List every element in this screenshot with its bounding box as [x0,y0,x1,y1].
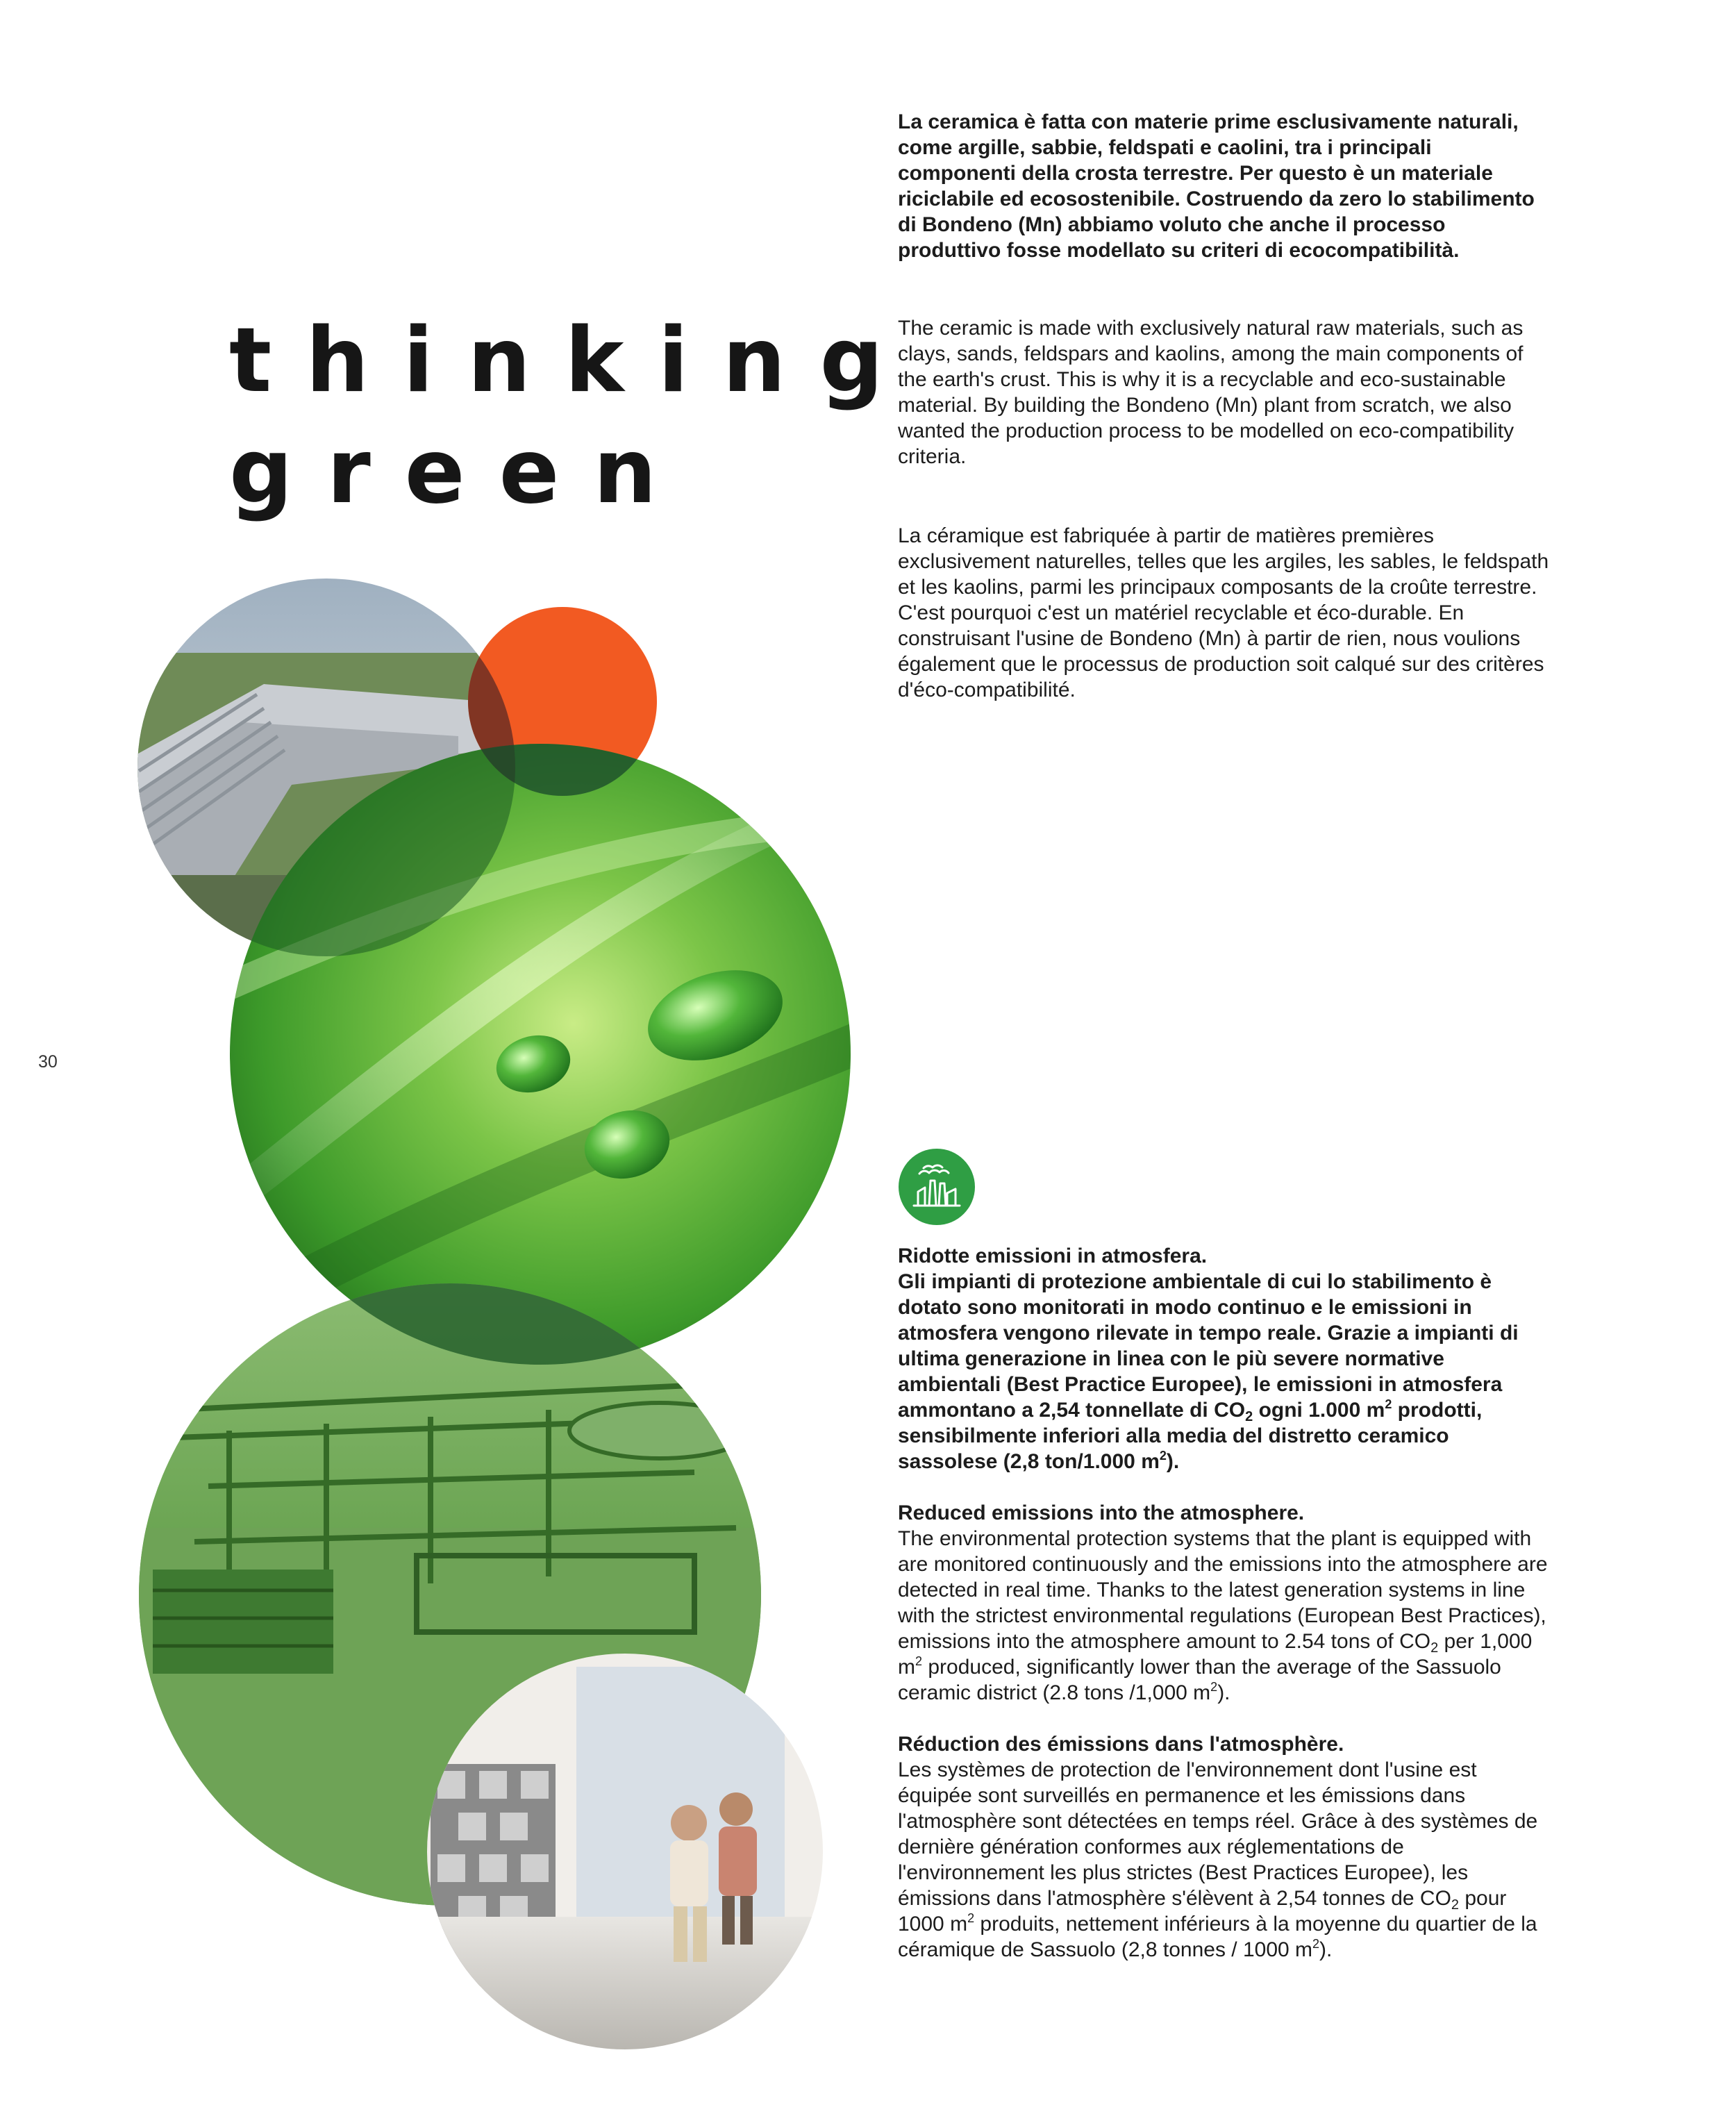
superscript: 2 [915,1654,923,1668]
emissions-english [898,1500,1551,1706]
superscript: 2 [1385,1397,1392,1411]
body-text: ). [1166,1450,1180,1473]
body-text: ogni 1.000 m [1253,1399,1385,1422]
body-text: prodotti, sensibilmente inferiori alla media del distretto ceramico sassolese (2,8 ton/1.000 m [898,1399,1483,1473]
superscript: 2 [1210,1680,1218,1694]
body-text: Gli impianti di protezione ambientale di cui lo stabilimento è dotato sono monitorati in modo continuo e le emissioni in atmosfera vengono rilevate in tempo reale. Grazie a impianti di ultima generazione in linea con le più severe normative ambientali (Best Practice Europee), le emissioni in atmosfera ammontano a 2,54 tonnellate di CO [898,1270,1519,1422]
title-line-2: green [229,420,691,524]
emissions-english-heading: Reduced emissions into the atmosphere. [898,1501,1305,1524]
page-number: 30 [38,1052,58,1072]
subscript: 2 [1430,1640,1439,1656]
emissions-italian [898,1243,1551,1474]
body-text: Les systèmes de protection de l'environnement dont l'usine est équipée sont surveillés en permanence et les émissions dans l'atmosphère sont détectées en temps réel. Grâce à des systèmes de dernière génération conformes aux réglementations de l'environnement les plus strictes (Best Practices Europee), les émissions dans l'atmosphère s'élèvent à 2,54 tonnes de CO [898,1758,1538,1910]
body-text: produits, nettement inférieurs à la moyenne du quartier de la céramique de Sassuolo (2,8 tonnes / 1000 m [898,1913,1537,1961]
superscript: 2 [967,1911,975,1925]
intro-french [898,523,1551,703]
intro-italian [898,109,1551,263]
intro-italian-text: La ceramica è fatta con materie prime esclusivamente naturali, come argille, sabbie, feldspati e caolini, tra i principali componenti della crosta terrestre. Per questo è un materiale riciclabile ed ecosostenibile. Costruendo da zero lo stabilimento di Bondeno (Mn) abbiamo voluto che anche il processo produttivo fosse modellato su criteri di ecocompatibilità. [898,110,1535,262]
subscript: 2 [1451,1897,1460,1913]
emissions-italian-heading: Ridotte emissioni in atmosfera. [898,1245,1208,1267]
factory-emissions-icon [899,1149,975,1225]
body-text: per 1,000 m [898,1630,1533,1679]
body-text: pour 1000 m [898,1887,1507,1936]
body-text: The environmental protection systems that the plant is equipped with are monitored continuously and the emissions into the atmosphere are detected in real time. Thanks to the latest generation systems in line with the strictest environmental regulations (European Best Practices), emissions into the atmosphere amount to 2.54 tons of CO [898,1527,1548,1653]
body-text: ). [1319,1938,1333,1961]
emissions-english-body [898,1526,1551,1706]
emissions-french [898,1731,1551,1963]
page-title [229,306,917,528]
superscript: 2 [1159,1449,1167,1463]
body-text: produced, significantly lower than the average of the Sassuolo ceramic district (2.8 tons /1,000 m [898,1656,1501,1704]
body-text: ). [1217,1681,1230,1704]
emissions-french-body [898,1757,1551,1963]
intro-english [898,315,1551,469]
emissions-french-heading: Réduction des émissions dans l'atmosphère. [898,1733,1344,1756]
superscript: 2 [1312,1937,1320,1951]
subscript: 2 [1245,1409,1253,1424]
emissions-italian-body [898,1269,1551,1474]
intro-french-text: La céramique est fabriquée à partir de matières premières exclusivement naturelles, telles que les argiles, les sables, le feldspath et les kaolins, parmi les principaux composants de la croûte terrestre. C'est pourquoi c'est un matériel recyclable et éco-durable. En construisant l'usine de Bondeno (Mn) à partir de rien, nous voulions également que le processus de production soit calqué sur des critères d'éco-compatibilité. [898,524,1549,701]
title-line-1: thinking [229,309,918,413]
emissions-section [898,1243,1551,1988]
intro-english-text: The ceramic is made with exclusively natural raw materials, such as clays, sands, feldspars and kaolins, among the main components of the earth's crust. This is why it is a recyclable and eco-sustainable material. By building the Bondeno (Mn) plant from scratch, we also wanted the production process to be modelled on eco-compatibility criteria. [898,317,1524,468]
